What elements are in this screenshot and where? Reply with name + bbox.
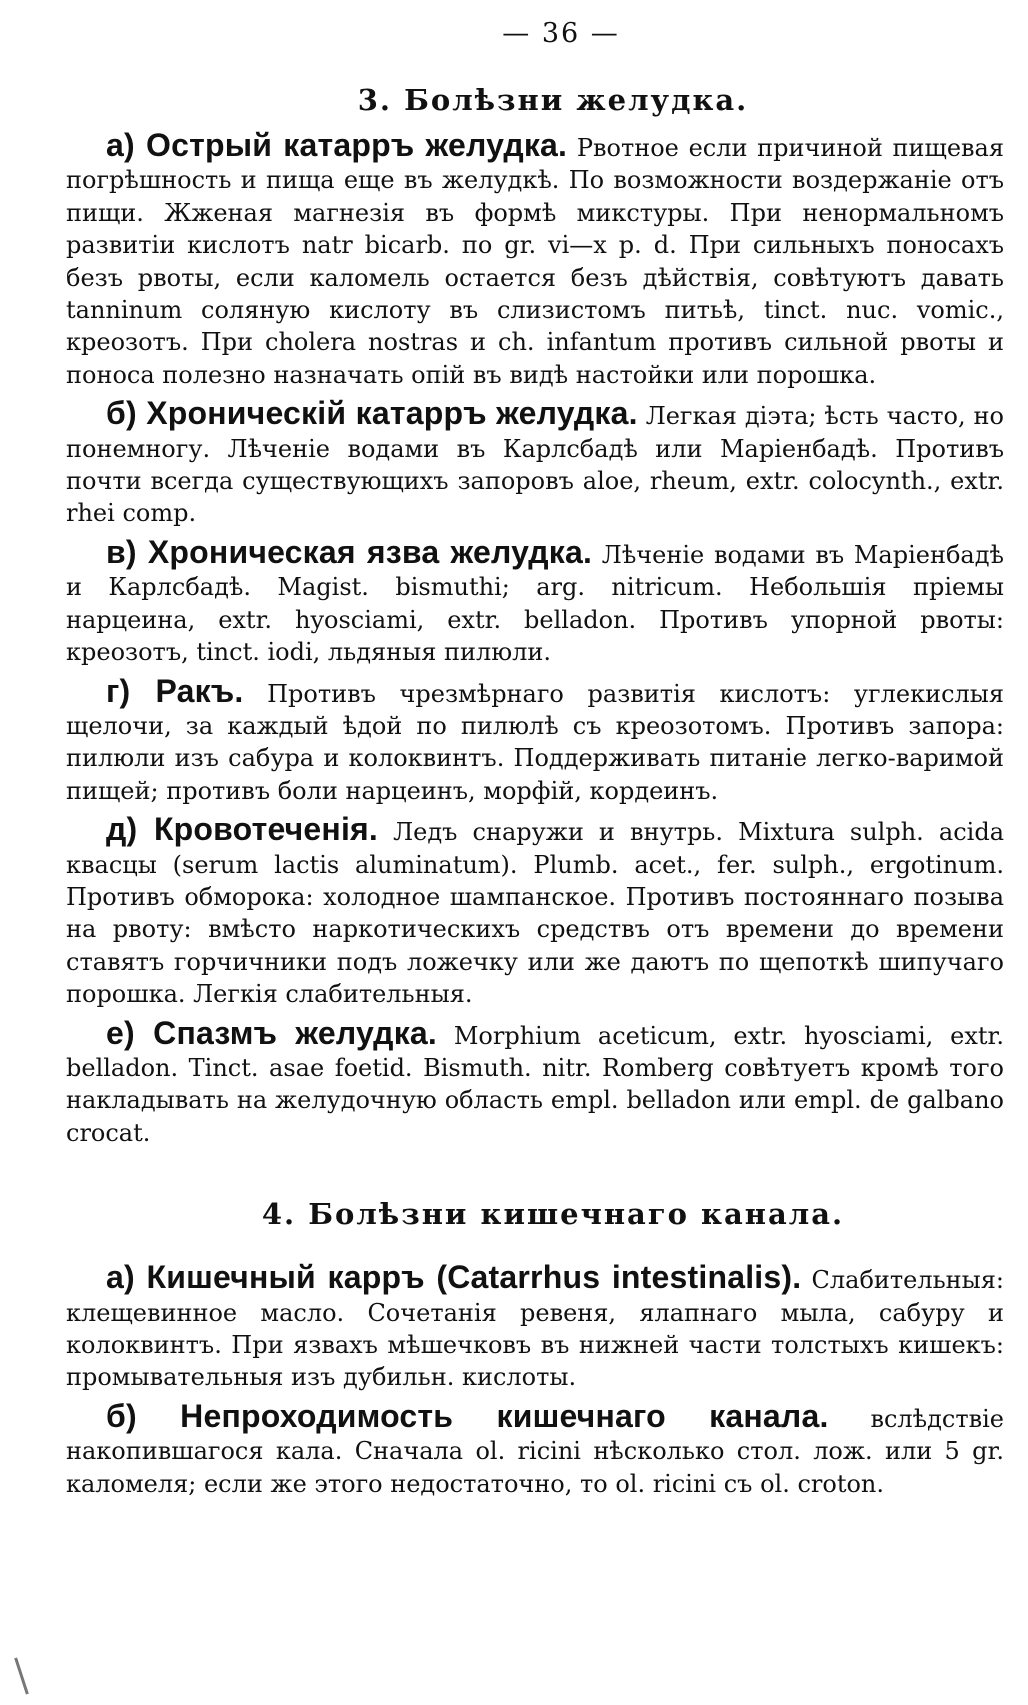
entry-text: Рвотное если причиной пищевая погрѣшность и пища еще въ желудкѣ. По возможности воздержаніе отъ пищи. Жженая магнезія въ формѣ микстуры. При ненормальномъ развитіи кислотъ natr bicarb. по gr. vi—x p. d. При сильныхъ поносахъ безъ рвоты, если каломель остается безъ дѣйствія, совѣтуютъ давать tanninum соляную кислоту въ слизистомъ питьѣ, tinct. nuc. vomic., креозотъ. При cholera nostras и ch. infantum противъ сильной рвоты и поноса полезно назначать опій въ видѣ настойки или порошка. [66,134,1004,389]
entry-text: Слабительныя: клещевинное масло. Сочетанія ревеня, ялапнаго мыла, сабуру и колоквинтъ. При язвахъ мѣшечковъ въ нижней части толстыхъ кишекъ: промывательныя изъ дубильн. кислоты. [66,1266,1004,1392]
entry-text: Противъ чрезмѣрнаго развитія кислотъ: углекислыя щелочи, за каждый ѣдой по пилюлѣ съ креозотомъ. Противъ запора: пилюли изъ сабура и колоквинтъ. Поддерживать питаніе легко-варимой пищей; противъ боли нарцеинъ, морфій, кордеинъ. [66,679,1005,805]
entry-heading: г) Ракъ. [106,672,244,709]
entry-text: Лѣченіе водами въ Маріенбадѣ и Карлсбадѣ. Magist. bismuthi; arg. nitricum. Небольшія пріемы нарцеина, extr. hyosciami, extr. belladon. Противъ упорной рвоты: креозотъ, tinct. iodi, льдяныя пилюли. [66,540,1004,667]
entry-obstruction [66,1397,1005,1500]
entry-heading: б) Хроническій катарръ желудка. [106,395,638,432]
entry-intestinal-catarrh [66,1261,1004,1394]
entry-cancer [66,672,1005,808]
section-title-intestine: 4. Болѣзни кишечнаго канала. [261,1197,845,1232]
entry-text: Легкая діэта; ѣсть часто, но понемногу. Лѣченіе водами въ Карлсбадѣ или Маріенбадѣ. Противъ почти всегда существующихъ запоровъ aloe, rheum, extr. colocynth., extr. rhei comp. [66,402,1005,528]
entry-text: вслѣдствіе накопившагося кала. Сначала ol. ricini нѣсколько стол. лож. или 5 gr. каломеля; если же этого недостаточно, то ol. ricini съ ol. croton. [66,1404,1005,1498]
entry-heading: е) Спазмъ желудка. [106,1014,437,1051]
entry-text: Morphium aceticum, extr. hyosciami, extr. belladon. Tinct. asae foetid. Bismuth. nitr. Romberg совѣтуетъ кромѣ того накладывать на желудочную область empl. belladon или empl. de galbano crocat. [66,1021,1004,1147]
entry-heading: а) Кишечный карръ (Catarrhus intestinalis). [106,1259,802,1296]
entry-acute-catarrh [66,129,1004,391]
entry-bleeding [66,813,1004,1010]
entry-spasm [66,1014,1004,1150]
entry-chronic-ulcer [66,533,1004,669]
page-number: — 36 — [502,18,620,49]
entry-chronic-catarrh [66,397,1004,530]
entry-heading: а) Острый катарръ желудка. [106,127,568,163]
section-title-stomach: 3. Болѣзни желудка. [357,83,749,117]
entry-heading: д) Кровотеченія. [106,811,378,848]
entry-text: Ледъ снаружи и внутрь. Mixtura sulph. acida квасцы (serum lactis aluminatum). Plumb. acet., fer. sulph., ergotinum. Противъ обморока: холодное шампанское. Противъ постояннаго позыва на рвоту: вмѣсто наркотическихъ средствъ отъ времени до времени ставятъ горчичники подъ ложечку или же даютъ по щепоткѣ шипучаго порошка. Легкія слабительныя. [66,818,1004,1009]
entry-heading: в) Хроническая язва желудка. [106,533,593,570]
entry-heading: б) Непроходимость кишечнаго канала. [106,1397,829,1434]
